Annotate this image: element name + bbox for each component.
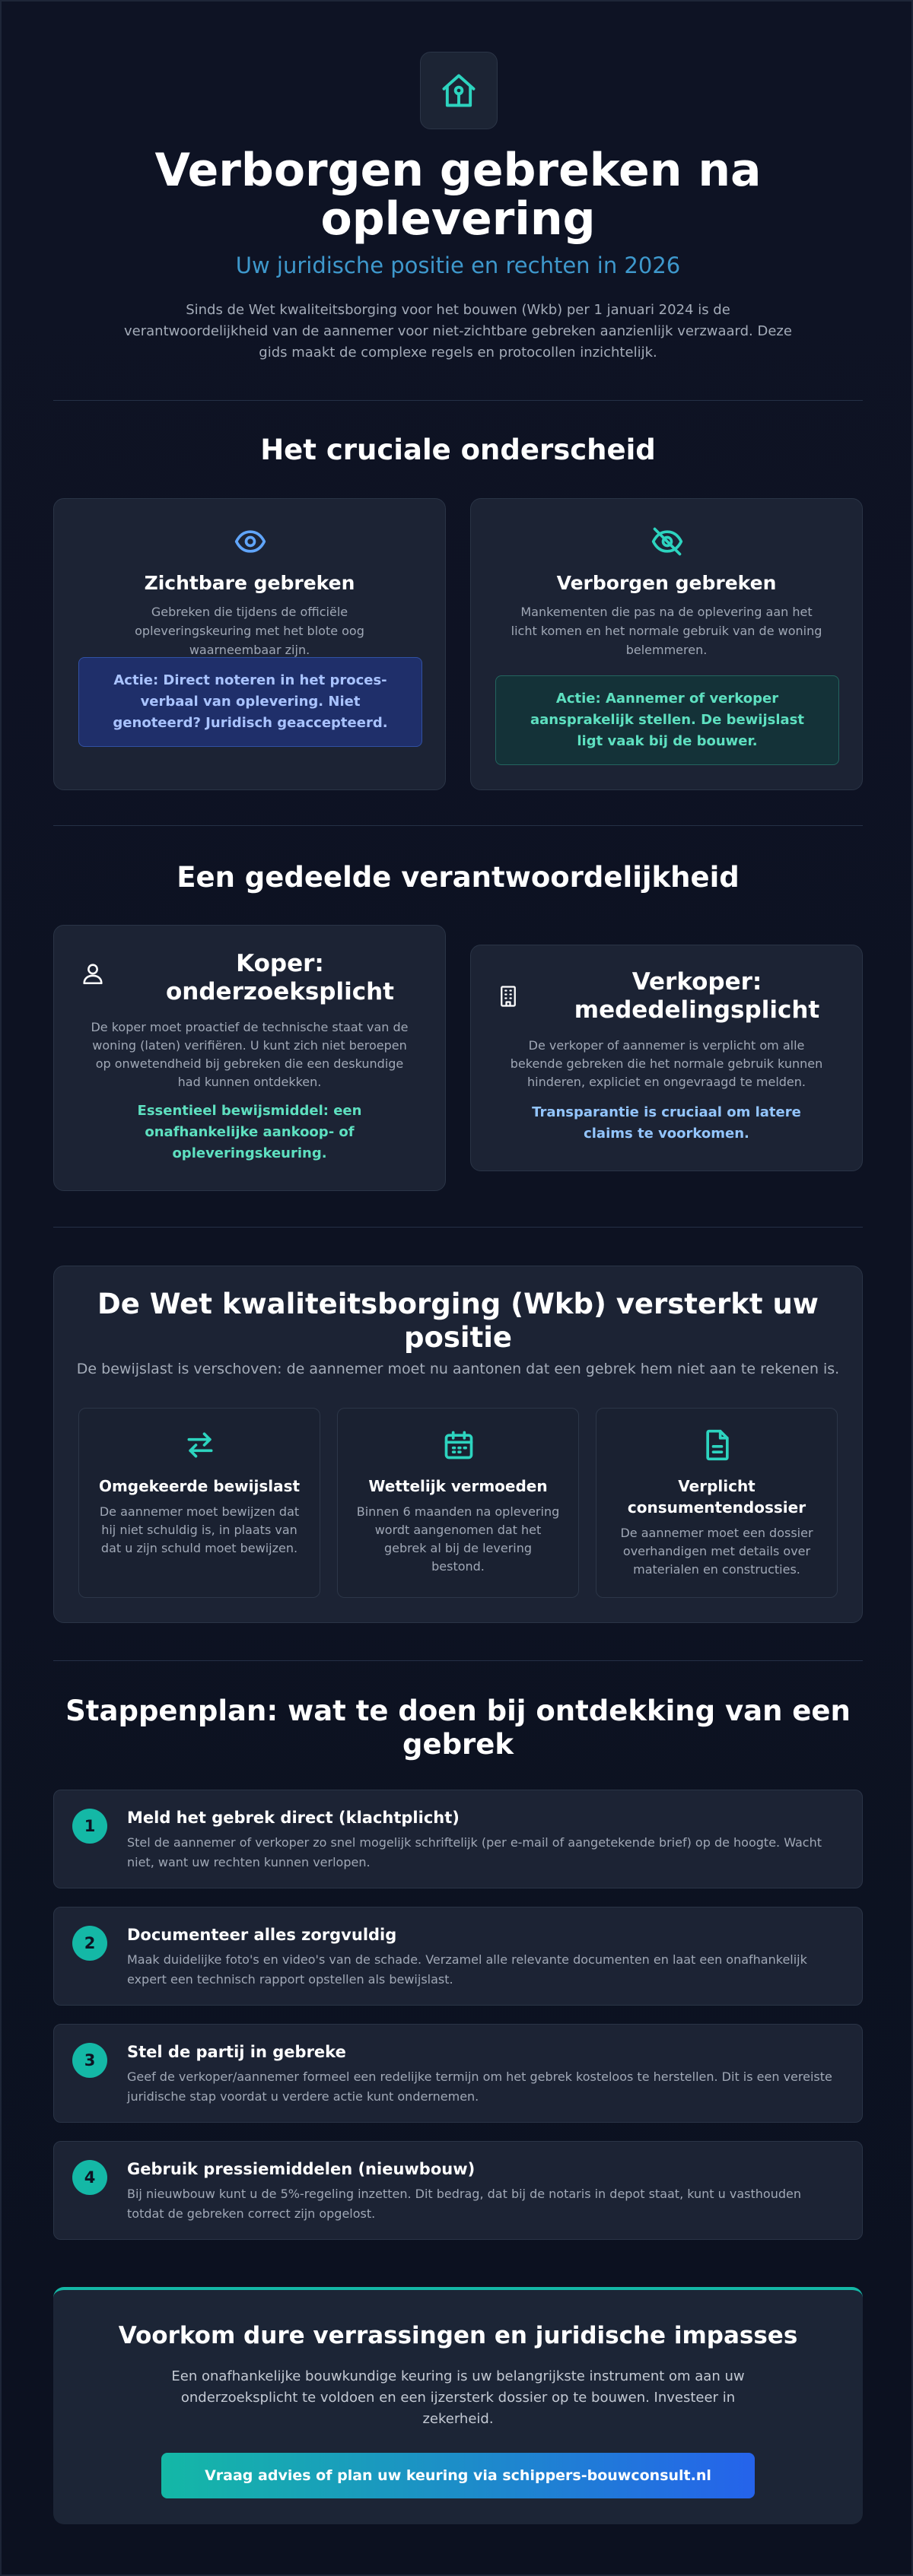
step-number-badge: 2 (72, 1926, 107, 1961)
wkb-item-desc: De aannemer moet bewijzen dat hij niet schuldig is, in plaats van dat u zijn schuld moet bewijzen. (99, 1504, 300, 1555)
wkb-item-desc: De aannemer moet een dossier overhandigen met details over materialen en constructies. (620, 1526, 813, 1577)
wkb-subtitle: De bewijslast is verschoven: de aannemer moet nu aantonen dat een gebrek hem niet aan te rekenen is. (76, 1361, 840, 1377)
user-icon (80, 961, 106, 989)
wkb-item-title: Omgekeerde bewijslast (98, 1477, 301, 1495)
seller-highlight: Transparantie is cruciaal om latere claims te voorkomen. (532, 1104, 801, 1142)
step-item (53, 2141, 863, 2240)
step-desc: Geef de verkoper/aannemer formeel een redelijke termijn om het gebrek kosteloos te herstellen. Dit is een vereiste juridische stap voordat u verdere actie kunt ondernemen. (127, 2069, 832, 2104)
eye-off-icon (651, 525, 684, 561)
step-number-badge: 1 (72, 1809, 107, 1844)
distinction-title: Het cruciale onderscheid (260, 434, 656, 466)
hidden-defects-card (470, 498, 863, 790)
step-title: Stel de partij in gebreke (127, 2043, 346, 2061)
step-desc: Maak duidelijke foto's en video's van de schade. Verzamel alle relevante documenten en laat een onafhankelijk expert een technisch rapport opstellen als bewijslast. (127, 1952, 807, 1987)
cta-button[interactable]: Vraag advies of plan uw keuring via schippers-bouwconsult.nl (161, 2453, 755, 2498)
building-icon (497, 985, 520, 1011)
step-item (53, 1907, 863, 2006)
section-divider (53, 400, 863, 401)
visible-defects-desc: Gebreken die tijdens de officiële opleveringskeuring met het blote oog waarneembaar zijn. (135, 605, 364, 657)
wkb-section (53, 1266, 863, 1623)
wkb-item (78, 1408, 320, 1598)
cta-desc: Een onafhankelijke bouwkundige keuring is uw belangrijkste instrument om aan uw onderzoeksplicht te voldoen en een ijzersterk dossier op te bouwen. Investeer in zekerheid. (171, 2368, 745, 2427)
steps-title: Stappenplan: wat te doen bij ontdekking van een gebrek (65, 1695, 851, 1761)
buyer-desc: De koper moet proactief de technische staat van de woning (laten) verifiëren. U kunt zich niet beroepen op onwetendheid bij gebreken die een deskundige had kunnen ontdekken. (91, 1020, 409, 1089)
intro-text: Sinds de Wet kwaliteitsborging voor het bouwen (Wkb) per 1 januari 2024 is de verantwoordelijkheid van de aannemer voor niet-zichtbare gebreken aanzienlijk verzwaard. Deze gids maakt de complexe regels en protocollen inzichtelijk. (124, 302, 792, 361)
visible-defects-action: Actie: Direct noteren in het proces-verbaal van oplevering. Niet genoteerd? Juridisch geaccepteerd. (78, 657, 422, 747)
page-subtitle: Uw juridische positie en rechten in 2026 (235, 253, 681, 278)
step-title: Meld het gebrek direct (klachtplicht) (127, 1809, 460, 1827)
hidden-defects-title: Verborgen gebreken (556, 572, 777, 594)
cta-title: Voorkom dure verrassingen en juridische impasses (118, 2322, 798, 2349)
hidden-defects-action: Actie: Aannemer of verkoper aansprakelijk stellen. De bewijslast ligt vaak bij de bouwer. (495, 675, 839, 765)
document-icon (701, 1428, 734, 1465)
swap-arrows-icon (183, 1428, 217, 1465)
step-item (53, 2024, 863, 2123)
logo-box (420, 52, 498, 129)
seller-desc: De verkoper of aannemer is verplicht om alle bekende gebreken die het normale gebruik kunnen hinderen, expliciet en ongevraagd te melden. (510, 1038, 823, 1089)
step-title: Gebruik pressiemiddelen (nieuwbouw) (127, 2160, 476, 2178)
seller-card (470, 945, 863, 1171)
step-desc: Stel de aannemer of verkoper zo snel mogelijk schriftelijk (per e-mail of aangetekende brief) op de hoogte. Wacht niet, want uw rechten kunnen verlopen. (127, 1835, 822, 1869)
visible-defects-card (53, 498, 446, 790)
responsibility-title: Een gedeelde verantwoordelijkheid (177, 861, 740, 894)
wkb-title: De Wet kwaliteitsborging (Wkb) versterkt uw positie (97, 1288, 819, 1354)
step-desc: Bij nieuwbouw kunt u de 5%-regeling inzetten. Dit bedrag, dat bij de notaris in depot staat, kunt u vasthouden totdat de gebreken correct zijn opgelost. (127, 2187, 801, 2221)
eye-icon (234, 525, 267, 561)
buyer-title: Koper: onderzoeksplicht (165, 950, 394, 1005)
wkb-item (596, 1408, 838, 1598)
section-divider (53, 1227, 863, 1228)
buyer-highlight: Essentieel bewijsmiddel: een onafhankelijke aankoop- of opleveringskeuring. (137, 1103, 362, 1161)
step-title: Documenteer alles zorgvuldig (127, 1926, 397, 1944)
page-title: Verborgen gebreken na oplevering (154, 144, 762, 246)
house-icon (439, 71, 479, 110)
calendar-icon (442, 1428, 476, 1465)
wkb-item-title: Wettelijk vermoeden (368, 1477, 548, 1495)
step-item (53, 1790, 863, 1888)
cta-section (53, 2287, 863, 2524)
hidden-defects-desc: Mankementen die pas na de oplevering aan het licht komen en het normale gebruik van de woning belemmeren. (511, 605, 822, 657)
wkb-item-title: Verplicht consumentendossier (627, 1477, 806, 1517)
step-number-badge: 3 (72, 2043, 107, 2078)
seller-title: Verkoper: mededelingsplicht (574, 968, 820, 1024)
step-number-badge: 4 (72, 2160, 107, 2195)
section-divider (53, 1660, 863, 1661)
wkb-item (337, 1408, 579, 1598)
wkb-item-desc: Binnen 6 maanden na oplevering wordt aangenomen dat het gebrek al bij de levering bestond. (356, 1504, 560, 1574)
section-divider (53, 825, 863, 826)
buyer-card (53, 925, 446, 1191)
visible-defects-title: Zichtbare gebreken (144, 572, 355, 594)
